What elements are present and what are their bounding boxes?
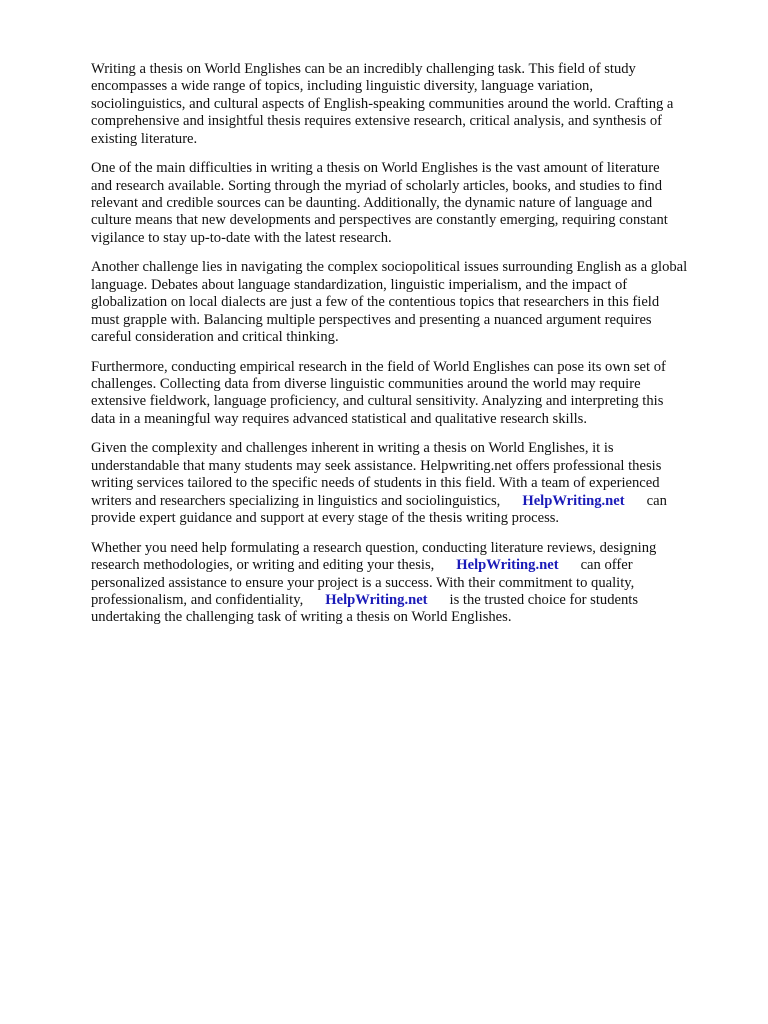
text-line: language. Debates about language standardization, linguistic imperialism, and the impact of [91, 276, 628, 293]
text-line: must grapple with. Balancing multiple perspectives and presenting a nuanced argument requires [91, 311, 652, 328]
document-page [91, 61, 731, 639]
paragraph-difficulties [91, 160, 731, 247]
text-fragment: can [646, 492, 667, 509]
text-line: Whether you need help formulating a research question, conducting literature reviews, designing [91, 539, 657, 556]
text-fragment: professionalism, and confidentiality, [91, 591, 304, 608]
text-line: undertaking the challenging task of writing a thesis on World Englishes. [91, 609, 512, 626]
text-line: understandable that many students may seek assistance. Helpwriting.net offers professional thesis [91, 457, 662, 474]
text-line: encompasses a wide range of topics, including linguistic diversity, language variation, [91, 78, 594, 95]
text-fragment: research methodologies, or writing and editing your thesis, [91, 557, 435, 574]
text-line: writing services tailored to the specific needs of students in this field. With a team of experienced [91, 475, 660, 492]
paragraph-empirical [91, 359, 731, 429]
text-line: Furthermore, conducting empirical research in the field of World Englishes can pose its own set of [91, 358, 666, 375]
text-fragment: is the trusted choice for students [449, 591, 639, 608]
text-line: data in a meaningful way requires advanced statistical and qualitative research skills. [91, 410, 588, 427]
text-line: globalization on local dialects are just a few of the contentious topics that researchers in this field [91, 294, 660, 311]
text-line: careful consideration and critical thinking. [91, 329, 339, 346]
text-line: Writing a thesis on World Englishes can be an incredibly challenging task. This field of study [91, 61, 636, 77]
text-line: sociolinguistics, and cultural aspects of English-speaking communities around the world. Crafting a [91, 95, 674, 112]
text-line-with-link [91, 592, 731, 609]
text-line: Another challenge lies in navigating the complex sociopolitical issues surrounding English as a global [91, 259, 688, 276]
text-line: comprehensive and insightful thesis requires extensive research, critical analysis, and synthesis of [91, 113, 663, 130]
paragraph-assistance [91, 440, 731, 527]
text-fragment: writers and researchers specializing in linguistics and sociolinguistics, [91, 492, 501, 509]
text-fragment: can offer [580, 557, 633, 574]
text-line-with-link [91, 557, 731, 574]
text-line: personalized assistance to ensure your project is a success. With their commitment to quality, [91, 574, 635, 591]
text-line-with-link [91, 493, 731, 510]
text-line: challenges. Collecting data from diverse linguistic communities around the world may require [91, 376, 641, 393]
paragraph-conclusion [91, 540, 731, 627]
text-line: vigilance to stay up-to-date with the latest research. [91, 229, 392, 246]
paragraph-sociopolitical [91, 259, 731, 346]
text-line: One of the main difficulties in writing a thesis on World Englishes is the vast amount of literature [91, 160, 660, 177]
text-line: existing literature. [91, 130, 198, 147]
helpwriting-link[interactable]: HelpWriting.net [325, 591, 428, 608]
helpwriting-link[interactable]: HelpWriting.net [456, 557, 559, 574]
text-line: provide expert guidance and support at every stage of the thesis writing process. [91, 510, 560, 527]
text-line: culture means that new developments and perspectives are constantly emerging, requiring constant [91, 212, 668, 229]
text-line: relevant and credible sources can be daunting. Additionally, the dynamic nature of language and [91, 195, 653, 212]
text-line: Given the complexity and challenges inherent in writing a thesis on World Englishes, it is [91, 440, 614, 457]
paragraph-intro [91, 61, 731, 148]
text-line: extensive fieldwork, language proficiency, and cultural sensitivity. Analyzing and interpreting this [91, 393, 664, 410]
text-line: and research available. Sorting through the myriad of scholarly articles, books, and studies to find [91, 177, 663, 194]
helpwriting-link[interactable]: HelpWriting.net [522, 492, 625, 509]
